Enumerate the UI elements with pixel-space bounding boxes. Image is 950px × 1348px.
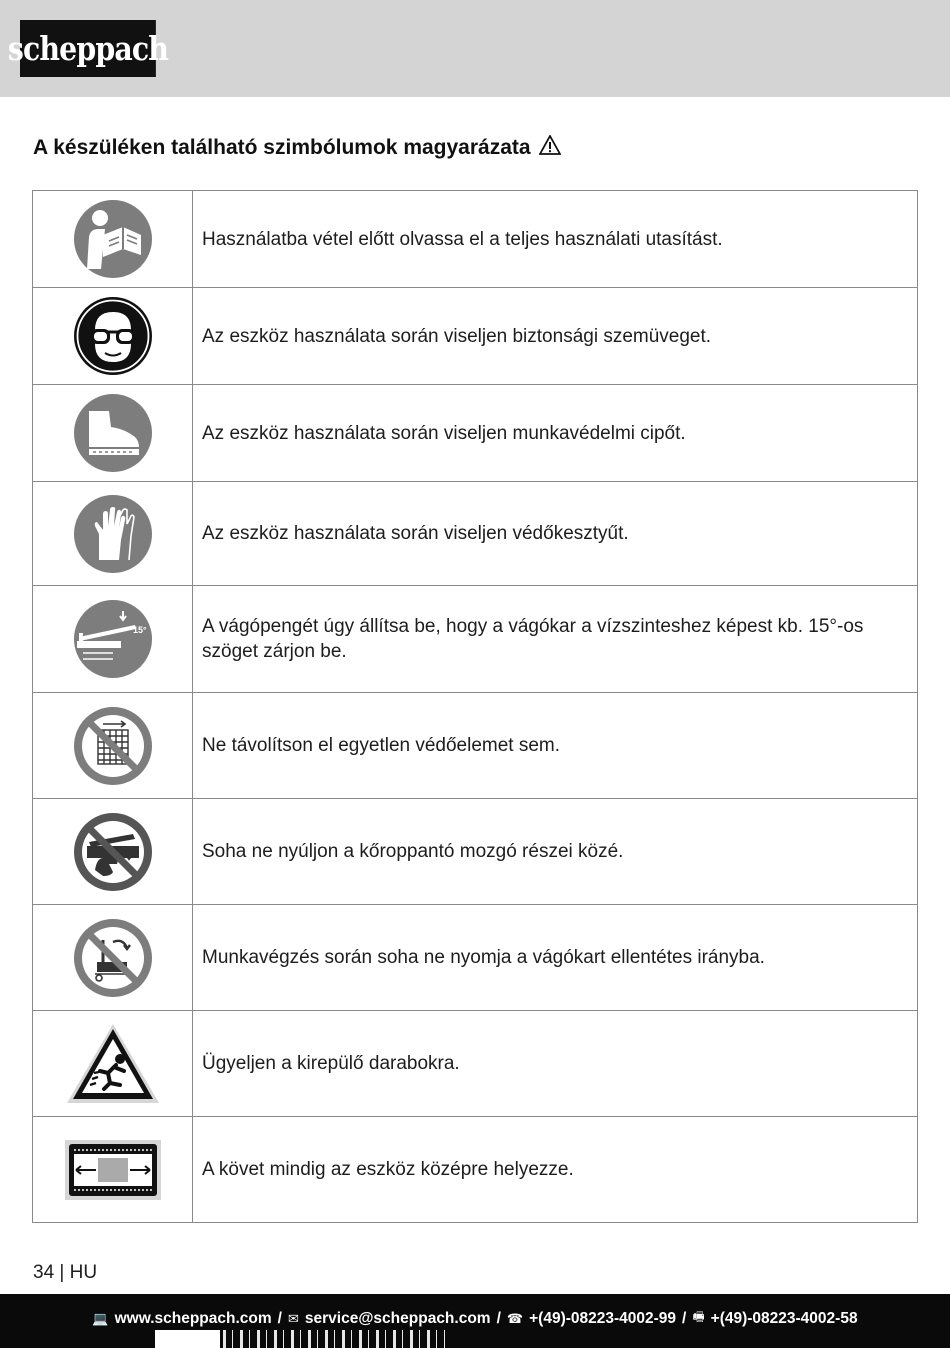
symbol-row: [33, 905, 918, 1011]
symbol-text: Ne távolítson el egyetlen védőelemet sem.: [193, 693, 918, 799]
symbol-text: Az eszköz használata során viseljen biztonsági szemüveget.: [193, 288, 918, 385]
footer-separator: /: [277, 1310, 282, 1327]
footer-phone: +(49)-08223-4002-99: [529, 1310, 677, 1327]
symbol-text: Munkavégzés során soha ne nyomja a vágókart ellentétes irányba.: [193, 905, 918, 1011]
symbol-row: [33, 693, 918, 799]
symbol-icon-cell: [33, 799, 193, 905]
symbol-text: Ügyeljen a kirepülő darabokra.: [193, 1011, 918, 1117]
footer-email-link[interactable]: service@scheppach.com: [304, 1310, 491, 1327]
symbol-row: [33, 288, 918, 385]
fax-icon: 🖷: [692, 1309, 705, 1324]
symbol-row: [33, 1011, 918, 1117]
symbol-icon-cell: [33, 288, 193, 385]
symbol-icon-cell: [33, 191, 193, 288]
symbols-table: [32, 190, 918, 1223]
symbol-row: [33, 1117, 918, 1223]
symbol-text: A követ mindig az eszköz középre helyezze.: [193, 1117, 918, 1223]
symbol-text: Az eszköz használata során viseljen védőkesztyűt.: [193, 482, 918, 586]
footer-bar: [0, 1294, 950, 1348]
footer-web-link[interactable]: www.scheppach.com: [114, 1310, 272, 1327]
symbol-icon-cell: [33, 586, 193, 693]
footer-separator: /: [682, 1310, 687, 1327]
symbol-icon-cell: [33, 1011, 193, 1117]
symbol-row: [33, 385, 918, 482]
symbol-icon-cell: [33, 385, 193, 482]
symbol-text: Soha ne nyúljon a kőroppantó mozgó részei közé.: [193, 799, 918, 905]
no-reverse-lever-icon: [73, 918, 153, 998]
blade-angle-15-icon: [73, 599, 153, 679]
symbol-row: [33, 586, 918, 693]
section-title: [33, 135, 561, 161]
angle-badge: 15°: [132, 625, 147, 635]
footer-fax: +(49)-08223-4002-58: [710, 1310, 858, 1327]
no-hands-moving-parts-icon: [73, 812, 153, 892]
footer-separator: /: [496, 1310, 501, 1327]
symbol-icon-cell: [33, 482, 193, 586]
symbol-row: [33, 191, 918, 288]
symbol-icon-cell: [33, 1117, 193, 1223]
email-icon: ✉: [287, 1311, 299, 1326]
page-number: 34 | HU: [33, 1262, 98, 1283]
symbol-text: A vágópengét úgy állítsa be, hogy a vágókar a vízszinteshez képest kb. 15°-os szöget zárjon be.: [193, 586, 918, 693]
safety-boots-icon: [73, 393, 153, 473]
flying-debris-warning-icon: [64, 1021, 162, 1107]
phone-icon: ☎: [506, 1311, 524, 1326]
no-guard-removal-icon: [73, 706, 153, 786]
symbol-row: [33, 482, 918, 586]
read-manual-icon: [73, 199, 153, 279]
symbol-row: [33, 799, 918, 905]
header-bar: [0, 0, 950, 97]
section-title-text: A készüléken található szimbólumok magyarázata: [33, 136, 531, 159]
center-stone-icon: [64, 1139, 162, 1201]
symbol-icon-cell: [33, 905, 193, 1011]
safety-gloves-icon: [73, 494, 153, 574]
symbol-text: Használatba vétel előtt olvassa el a teljes használati utasítást.: [193, 191, 918, 288]
safety-goggles-icon: [73, 296, 153, 376]
barcode-strip: [155, 1330, 445, 1348]
symbol-icon-cell: [33, 693, 193, 799]
computer-icon: 💻: [92, 1311, 109, 1326]
scheppach-logo: scheppach: [20, 20, 156, 77]
warning-triangle-icon: [539, 135, 561, 161]
symbol-text: Az eszköz használata során viseljen munkavédelmi cipőt.: [193, 385, 918, 482]
